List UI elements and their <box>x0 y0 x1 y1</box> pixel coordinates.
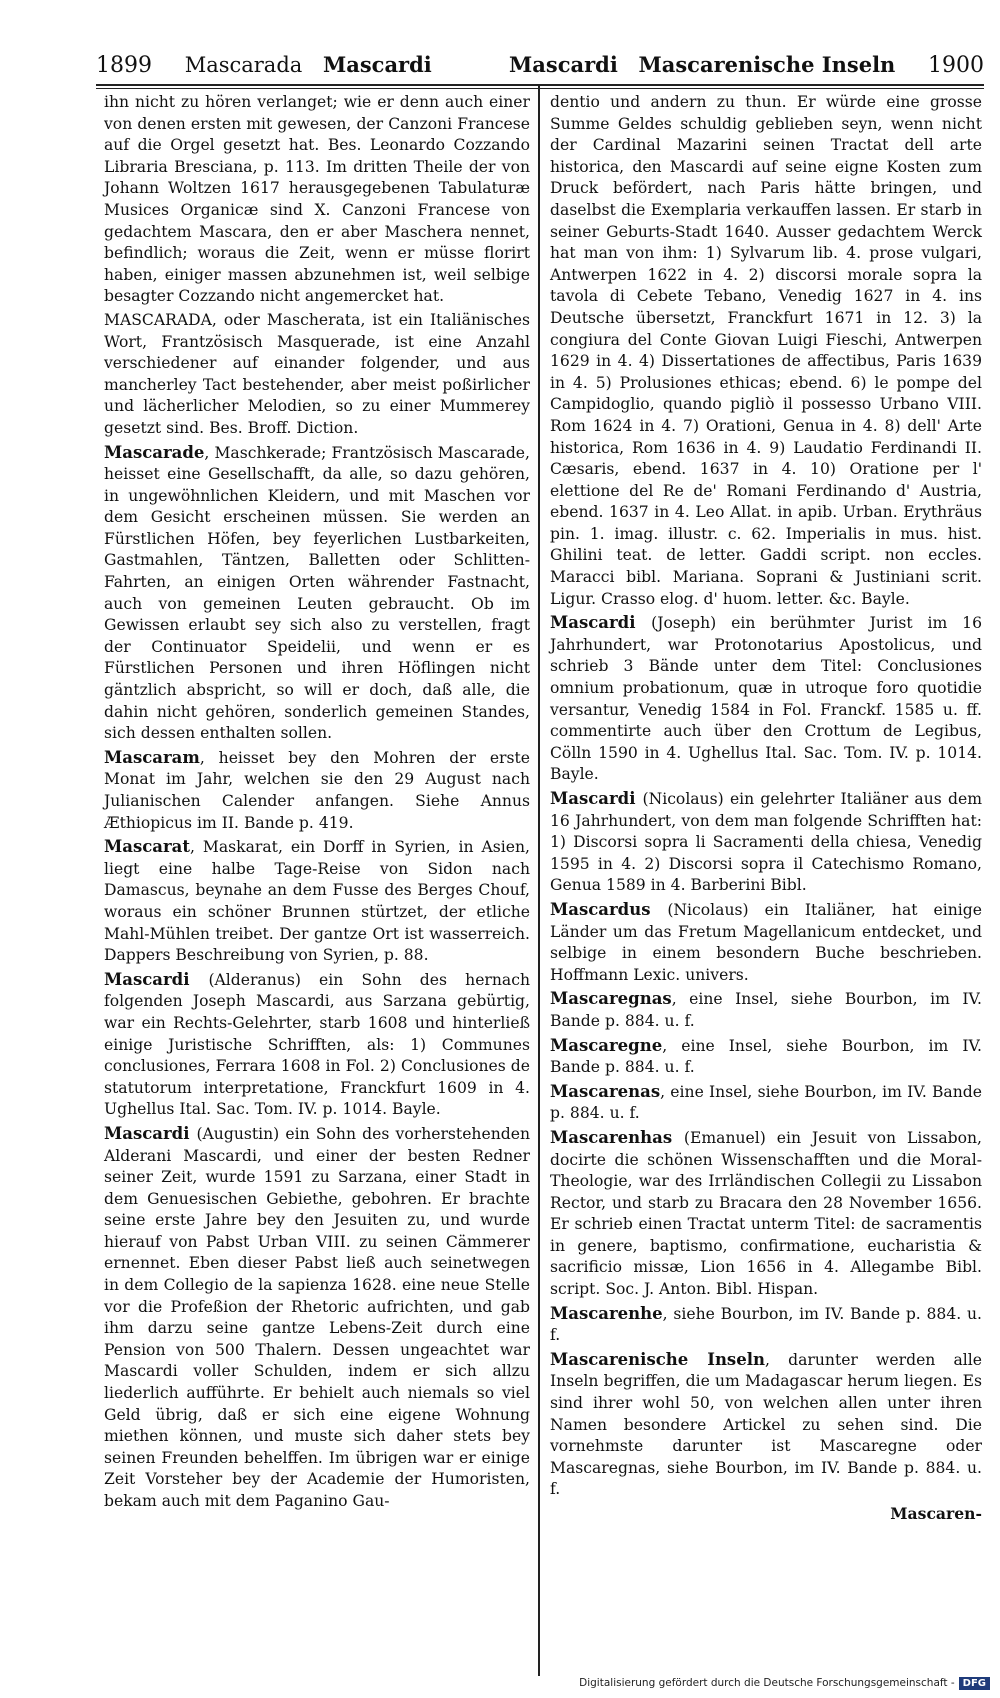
entry-mascarenische-inseln: Mascarenische Inseln, darunter werden alle Inseln begriffen, die um Madagascar herum liegen. Es sind ihrer wohl 50, von welchen allen unter ihren Namen besondere Artickel zu sehen sind. Die vornehmste darunter ist Mascaregne oder Mascaregnas, siehe Bourbon, im IV. Bande p. 884. u. f. <box>550 1349 982 1499</box>
entry-mascardi-nicolaus: Mascardi (Nicolaus) ein gelehrter Italiäner aus dem 16 Jahrhundert, von dem man folgende Schrifften hat: 1) Discorsi sopra li Sacramenti della chiesa, Venedig 1595 in 4. 2) Discorsi sopra il Catechismo Romano, Genua 1589 in 4. Barberini Bibl. <box>550 789 982 895</box>
entry-mascardi-alderanus: Mascardi (Alderanus) ein Sohn des hernach folgenden Joseph Mascardi, aus Sarzana gebürtig, war ein Rechts-Gelehrter, starb 1608 und hinterließ einige Juristische Schrifften, als: 1) Communes conclusiones, Ferrara 1608 in Fol. 2) Conclusiones de statutorum interpretatione, Franckfurt 1609 in 4. Ughellus Ital. Sac. Tom. IV. p. 1014. Bayle. <box>104 969 531 1119</box>
entry-lemma: Mascaregne <box>550 1035 663 1055</box>
header-keyword-2: Mascardi <box>322 52 432 77</box>
entry-lemma: Mascarat <box>104 837 190 857</box>
entry-lemma: Mascarenhe <box>550 1303 663 1323</box>
entry-mascarat: Mascarat, Maskarat, ein Dorff in Syrien, in Asien, liegt eine halbe Tage-Reise von Sidon nach Damascus, beynahe an dem Fusse des Berges Chouf, woraus ein schöner Brunnen stürtzet, der etliche Mahl-Mühlen treibet. Der gantze Ort ist wasserreich. Dappers Beschreibung von Syrien, p. 88. <box>104 837 530 965</box>
entry-lemma: Mascardi <box>550 613 652 633</box>
header-keyword-4: Mascarenische Inseln <box>638 52 896 77</box>
entry-lemma: Mascaram <box>104 747 200 767</box>
entry-mascardi-joseph: Mascardi (Joseph) ein berühmter Jurist im 16 Jahrhundert, war Protonotarius Apostolicus, und schrieb 3 Bände unter dem Titel: Conclusiones omnium probationum, quæ in utroque foro quotidie versantur, Venedig 1584 in Fol. Franckf. 1585 u. ff. commentirte auch über den Crottum de Legibus, Cölln 1590 in 4. Ughellus Ital. Sac. Tom. IV. p. 1014. Bayle. <box>550 613 982 784</box>
entry-mascaregnas: Mascaregnas, eine Insel, siehe Bourbon, im IV. Bande p. 884. u. f. <box>550 989 982 1030</box>
running-header <box>86 46 984 82</box>
dfg-logo: DFG <box>959 1677 990 1690</box>
entry-mascardus-nicolaus: Mascardus (Nicolaus) ein Italiäner, hat einige Länder um das Fretum Magellanicum entdecket, und selbige in einem besondern Buche beschrieben. Hoffmann Lexic. univers. <box>550 899 982 984</box>
header-left <box>96 52 432 78</box>
entry-mascarenas: Mascarenas, eine Insel, siehe Bourbon, im IV. Bande p. 884. u. f. <box>550 1081 982 1123</box>
header-keyword-1: Mascarada <box>184 53 303 77</box>
header-rule-thin <box>96 88 984 89</box>
entry-lemma: Mascarenische Inseln <box>550 1349 765 1369</box>
digitization-footer <box>579 1677 990 1690</box>
entry-lemma: Mascardi <box>550 789 643 808</box>
footer-text: Digitalisierung gefördert durch die Deutsche Forschungsgemeinschaft - <box>579 1677 955 1689</box>
column-divider <box>538 86 540 1676</box>
header-right <box>509 52 984 78</box>
entry-lemma: Mascarade <box>104 442 205 462</box>
entry-lemma: Mascardi <box>104 1123 197 1143</box>
entry-lemma: Mascaregnas <box>550 989 672 1009</box>
right-column <box>550 92 982 1527</box>
entry-mascarade: Mascarade, Maschkerade; Frantzösisch Mascarade, heisset eine Gesellschafft, da alle, so dazu gehören, in ungewöhnlichen Kleidern, und mit Maschen vor dem Gesicht erscheinen müssen. Sie werden an Fürstlichen Höfen, bey feyerlichen Lustbarkeiten, Gastmahlen, Täntzen, Balletten oder Schlitten-Fahrten, an einigen Orten währender Fastnacht, auch von gemeinen Leuten gebraucht. Ob im Gewissen erlaubt sey sich also zu verstellen, fragt der Continuator Speidelii, und wenn er es Fürstlichen Personen und ihren Höflingen nicht gäntzlich abspricht, so will er doch, daß alle, die dahin nicht gehören, sonderlich gemeinen Standes, sich dessen enthalten sollen. <box>104 442 530 743</box>
header-keyword-3: Mascardi <box>509 52 618 77</box>
left-column <box>104 92 530 1515</box>
entry-mascarada: MASCARADA, oder Mascherata, ist ein Italiänisches Wort, Frantzösisch Masquerade, ist eine Anzahl verschiedener auf einander folgender, und aus mancherley Tact bestehender, aber meist poßirlicher und lächerlicher Melodien, so zu einer Mummerey gesetzt sind. Bes. Broff. Diction. <box>104 310 530 437</box>
entry-lemma: Mascardi <box>104 969 209 989</box>
entry-continuation: dentio und andern zu thun. Er würde eine grosse Summe Geldes schuldig geblieben seyn, wenn nicht der Cardinal Mazarini seinen Tractat dell arte historica, den Mascardi auf seine eigne Kosten zum Druck befördert, nach Paris hätte bringen, und daselbst die Exemplaria verkauffen lassen. Er starb in seiner Geburts-Stadt 1640. Ausser gedachtem Werck hat man von ihm: 1) Sylvarum lib. 4. prose vulgari, Antwerpen 1622 in 4. 2) discorsi morale sopra la tavola di Cebete Tebano, Venedig 1627 in 4. ins Deutsche übersetzt, Franckfurt 1671 in 12. 3) la congiura del Conte Giovan Luigi Fieschi, Antwerpen 1629 in 4. 4) Dissertationes de affectibus, Paris 1639 in 4. 5) Prolusiones ethicas; ebend. 6) le pompe del Campidoglio, quando pigliò il possesso Urbano VIII. Rom 1624 in 4. 7) Orationi, Genua in 4. 8) dell' Arte historica, Rom 1636 in 4. 9) Laudatio Ferdinandi II. Cæsaris, ebend. 1637 in 4. 10) Oratione per l' elettione del Re de' Romani Ferdinando d' Austria, ebend. 1637 in 4. Leo Allat. in apib. Urban. Erythräus pin. 1. imag. illustr. c. 62. Imperialis in mus. hist. Ghilini teat. de letter. Gaddi script. non eccles. Maracci bibl. Mariana. Soprani & Justiniani scrit. Ligur. Crasso elog. d' huom. letter. &c. Bayle. <box>550 93 982 608</box>
header-rule <box>96 84 984 86</box>
entry-mascardi-augustin: Mascardi (Augustin) ein Sohn des vorherstehenden Alderani Mascardi, und einer der besten Redner seiner Zeit, wurde 1591 zu Sarzana, einer Stadt in dem Genuesischen Gebiethe, gebohren. Er brachte seine erste Jahre bey den Jesuiten zu, und wurde hierauf von Pabst Urban VIII. zu seinen Cämmerer ernennet. Eben dieser Pabst ließ auch seinetwegen in dem Collegio de la sapienza 1628. eine neue Stelle vor die Profeßion der Rhetoric aufrichten, und gab ihm darzu seine gantze Lebens-Zeit durch eine Pension von 500 Thalern. Dessen ungeachtet war Mascardi voller Schulden, indem er sich allzu liederlich aufführte. Er behielt auch niemals so viel Geld übrig, daß er sich eine eigene Wohnung miethen können, und muste sich daher stets bey seinen Freunden behelffen. Im übrigen war er einige Zeit Vorsteher bey der Academie der Humoristen, bekam auch mit dem Paganino Gau- <box>104 1123 530 1510</box>
page-number-right: 1900 <box>928 53 984 78</box>
page-number-left: 1899 <box>96 53 152 78</box>
entry-mascarenhe: Mascarenhe, siehe Bourbon, im IV. Bande p. 884. u. f. <box>550 1303 982 1345</box>
catchword: Mascaren- <box>890 1504 982 1523</box>
entry-mascaram: Mascaram, heisset bey den Mohren der erste Monat im Jahr, welchen sie den 29 August nach Julianischen Calender anfangen. Siehe Annus Æthiopicus im II. Bande p. 419. <box>104 747 530 832</box>
entry-paragraph: ihn nicht zu hören verlanget; wie er denn auch einer von denen ersten mit gewesen, der Canzoni Francese auf die Orgel gesetzt hat. Bes. Leonardo Cozzando Libraria Bresciana, p. 113. Im dritten Theile der von Johann Woltzen 1617 herausgegebenen Tabulaturæ Musices Organicæ sind X. Canzoni Francese von gedachtem Mascara, den er aber Maschera nennet, befindlich; woraus die Zeit, wenn er müsse florirt haben, einiger massen abzunehmen ist, weil selbige besagter Cozzando nicht angemercket hat. <box>104 93 530 306</box>
entry-lemma: Mascardus <box>550 899 668 919</box>
entry-mascarenhas: Mascarenhas (Emanuel) ein Jesuit von Lissabon, docirte die schönen Wissenschafften und die Moral-Theologie, war des Irrländischen Collegii zu Lissabon Rector, und starb zu Bracara den 28 November 1656. Er schrieb einen Tractat unterm Titel: de sacramentis in genere, baptismo, confirmatione, eucharistia & sacrificio missæ, Lion 1656 in 4. Allegambe Bibl. script. Soc. J. Anton. Bibl. Hispan. <box>550 1127 982 1299</box>
entry-mascaregne: Mascaregne, eine Insel, siehe Bourbon, im IV. Bande p. 884. u. f. <box>550 1035 982 1077</box>
entry-lemma: Mascarenhas <box>550 1127 684 1147</box>
entry-lemma: Mascarenas <box>550 1081 661 1101</box>
